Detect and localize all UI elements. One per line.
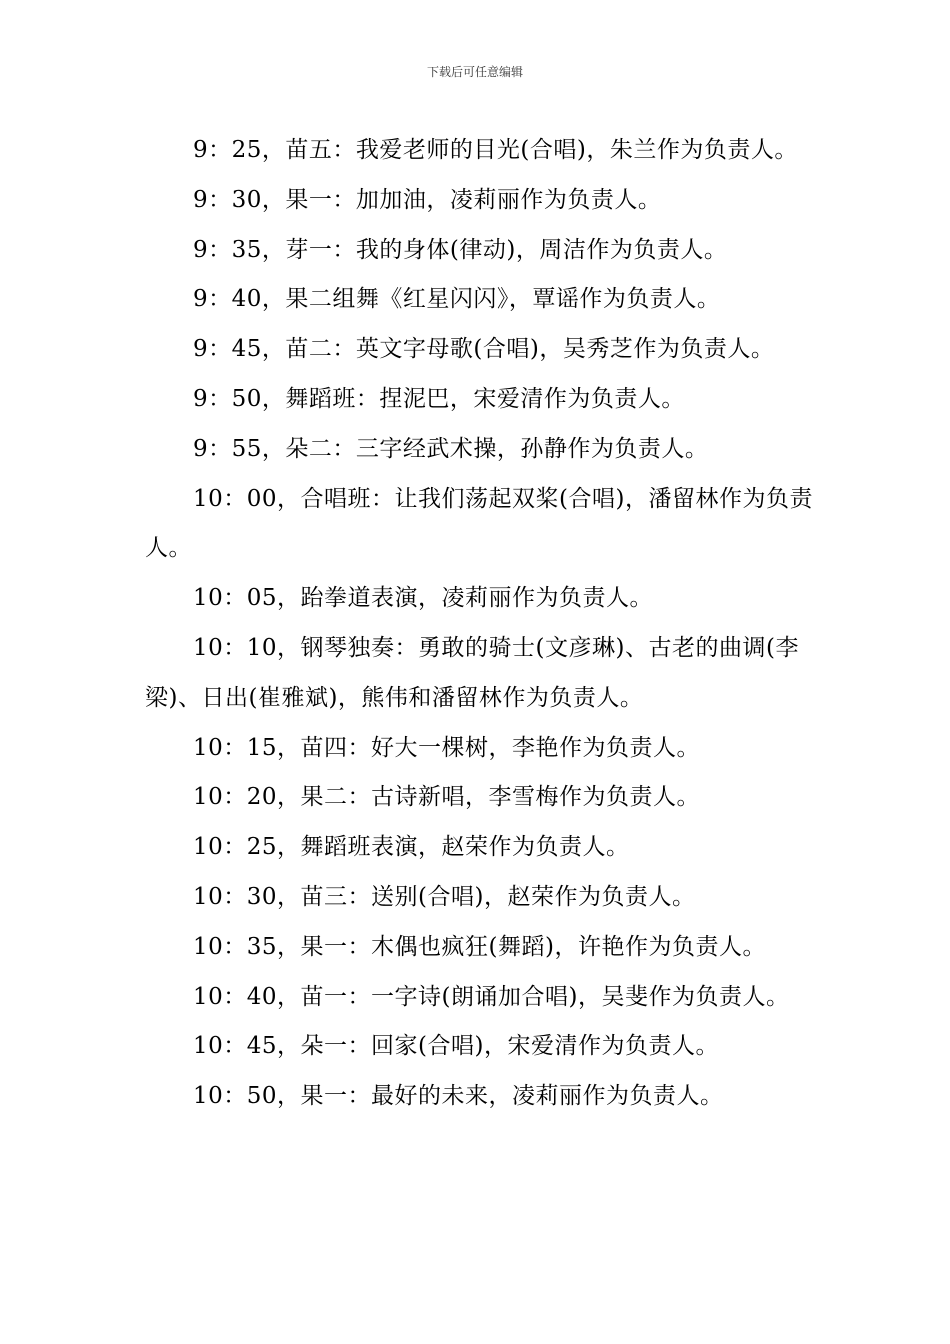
schedule-item: 9：30，果一：加加油，凌莉丽作为负责人。 [193,186,662,213]
schedule-item: 10：40，苗一：一字诗(朗诵加合唱)，吴斐作为负责人。 [193,983,790,1010]
schedule-item: 9：35，芽一：我的身体(律动)，周洁作为负责人。 [193,236,728,263]
document-body [145,126,813,1122]
schedule-item: 10：05，跆拳道表演，凌莉丽作为负责人。 [193,585,654,612]
schedule-item: 9：40，果二组舞《红星闪闪》，覃谣作为负责人。 [193,286,721,313]
schedule-item: 10：00，合唱班：让我们荡起双桨(合唱)，潘留林作为负责人。 [145,485,813,562]
schedule-item: 10：45，朵一：回家(合唱)，宋爱清作为负责人。 [193,1033,719,1060]
schedule-item: 10：10，钢琴独奏：勇敢的骑士(文彦琳)、古老的曲调(李梁)、日出(崔雅斌)，熊伟和潘留林作为负责人。 [145,634,799,711]
schedule-item: 10：30，苗三：送别(合唱)，赵荣作为负责人。 [193,883,696,910]
schedule-item: 10：50，果一：最好的未来，凌莉丽作为负责人。 [193,1083,724,1110]
page-header: 下载后可任意编辑 [426,65,523,79]
schedule-item: 10：15，苗四：好大一棵树，李艳作为负责人。 [193,734,701,761]
schedule-item: 9：55，朵二：三字经武术操，孙静作为负责人。 [193,435,709,462]
schedule-item: 9：45，苗二：英文字母歌(合唱)，吴秀芝作为负责人。 [193,336,775,363]
schedule-item: 10：25，舞蹈班表演，赵荣作为负责人。 [193,834,630,861]
schedule-item: 9：25，苗五：我爱老师的目光(合唱)，朱兰作为负责人。 [193,137,798,163]
schedule-item: 10：20，果二：古诗新唱，李雪梅作为负责人。 [193,784,701,811]
schedule-item: 9：50，舞蹈班：捏泥巴，宋爱清作为负责人。 [193,385,685,412]
schedule-item: 10：35，果一：木偶也疯狂(舞蹈)，许艳作为负责人。 [193,933,766,960]
